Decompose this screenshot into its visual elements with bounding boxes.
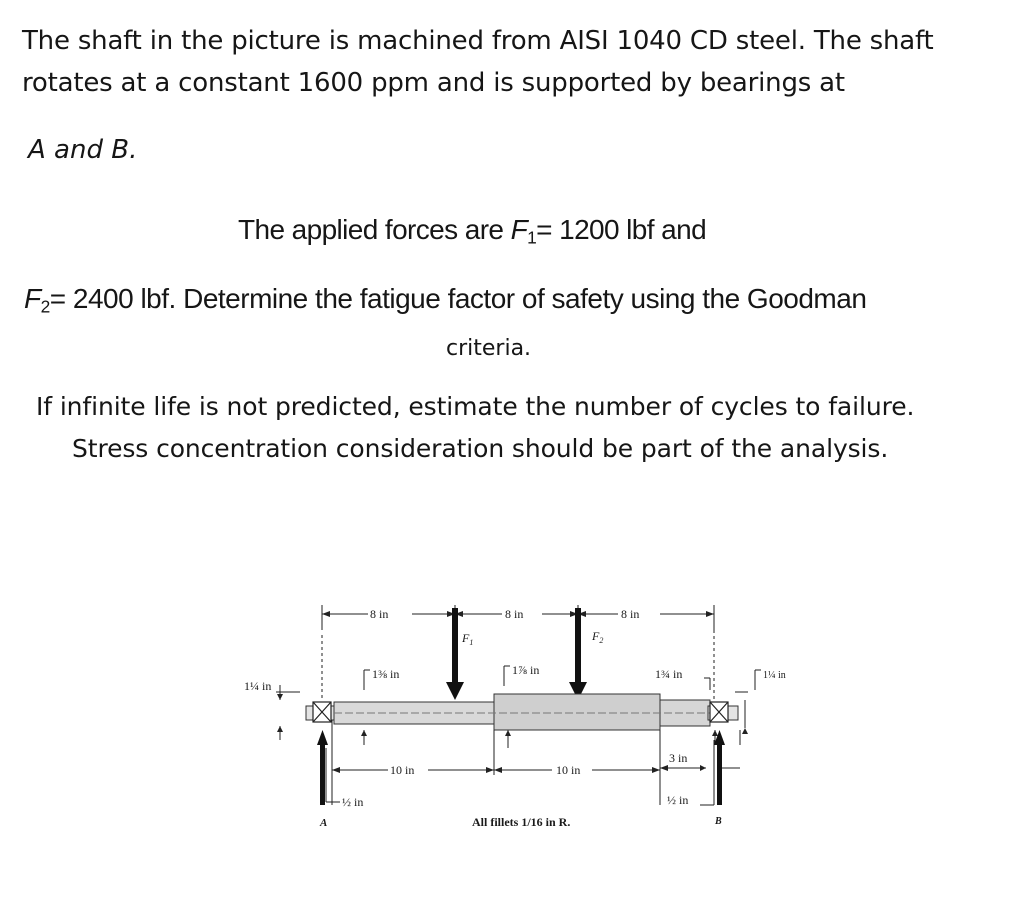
shaft-body — [306, 694, 738, 730]
dim-3in: 3 in — [669, 751, 688, 765]
len-right: ½ in — [667, 793, 689, 807]
var-f1-subscript: 1 — [527, 227, 537, 248]
bearing-a — [313, 702, 331, 722]
var-f2-subscript: 2 — [40, 296, 50, 317]
text-applied-forces: The applied forces are — [238, 214, 511, 245]
problem-line-7: If infinite life is not predicted, estimate the number of cycles to failure. — [36, 392, 915, 421]
problem-line-6: criteria. — [446, 336, 532, 361]
support-a-label: A — [320, 817, 328, 829]
problem-line-2: rotates at a constant 1600 ppm and is supported by bearings at — [22, 68, 845, 98]
var-f2: F — [24, 283, 41, 314]
len-left: ½ in — [342, 795, 364, 809]
fillet-note: All fillets 1/16 in R. — [472, 815, 571, 829]
problem-line-8: Stress concentration consideration should be part of the analysis. — [72, 434, 889, 463]
dim-8in-c: 8 in — [621, 607, 640, 621]
dim-10in-a: 10 in — [390, 763, 415, 777]
problem-line-5 — [24, 283, 866, 317]
dim-8in-b: 8 in — [505, 607, 524, 621]
dim-10in-b: 10 in — [556, 763, 581, 777]
force-f2-arrow — [569, 608, 587, 700]
bearing-b — [710, 702, 728, 722]
dia-right-end: 1¼ in — [763, 670, 786, 681]
problem-line-1: The shaft in the picture is machined from AISI 1040 CD steel. The shaft — [22, 26, 934, 56]
support-b-label: B — [715, 816, 722, 827]
text-f1-value: = 1200 lbf and — [536, 214, 707, 245]
dia-left-end: 1¼ in — [244, 679, 272, 693]
var-f1: F — [510, 214, 528, 245]
dia-right-mid: 1¾ in — [655, 667, 683, 681]
dia-center: 1⅞ in — [512, 663, 540, 677]
dim-8in-a: 8 in — [370, 607, 389, 621]
problem-line-3: A and B. — [28, 135, 138, 165]
dia-left-mid: 1⅜ in — [372, 667, 400, 681]
force-f1-arrow — [446, 608, 464, 700]
problem-line-4 — [238, 214, 706, 248]
force-f1-label: $F_1$ — [462, 631, 474, 647]
text-f2-value: = 2400 lbf. Determine the fatigue factor of safety using the Goodman — [49, 283, 867, 314]
force-f2-label: $F_2$ — [592, 629, 604, 645]
shaft-diagram — [240, 590, 800, 840]
